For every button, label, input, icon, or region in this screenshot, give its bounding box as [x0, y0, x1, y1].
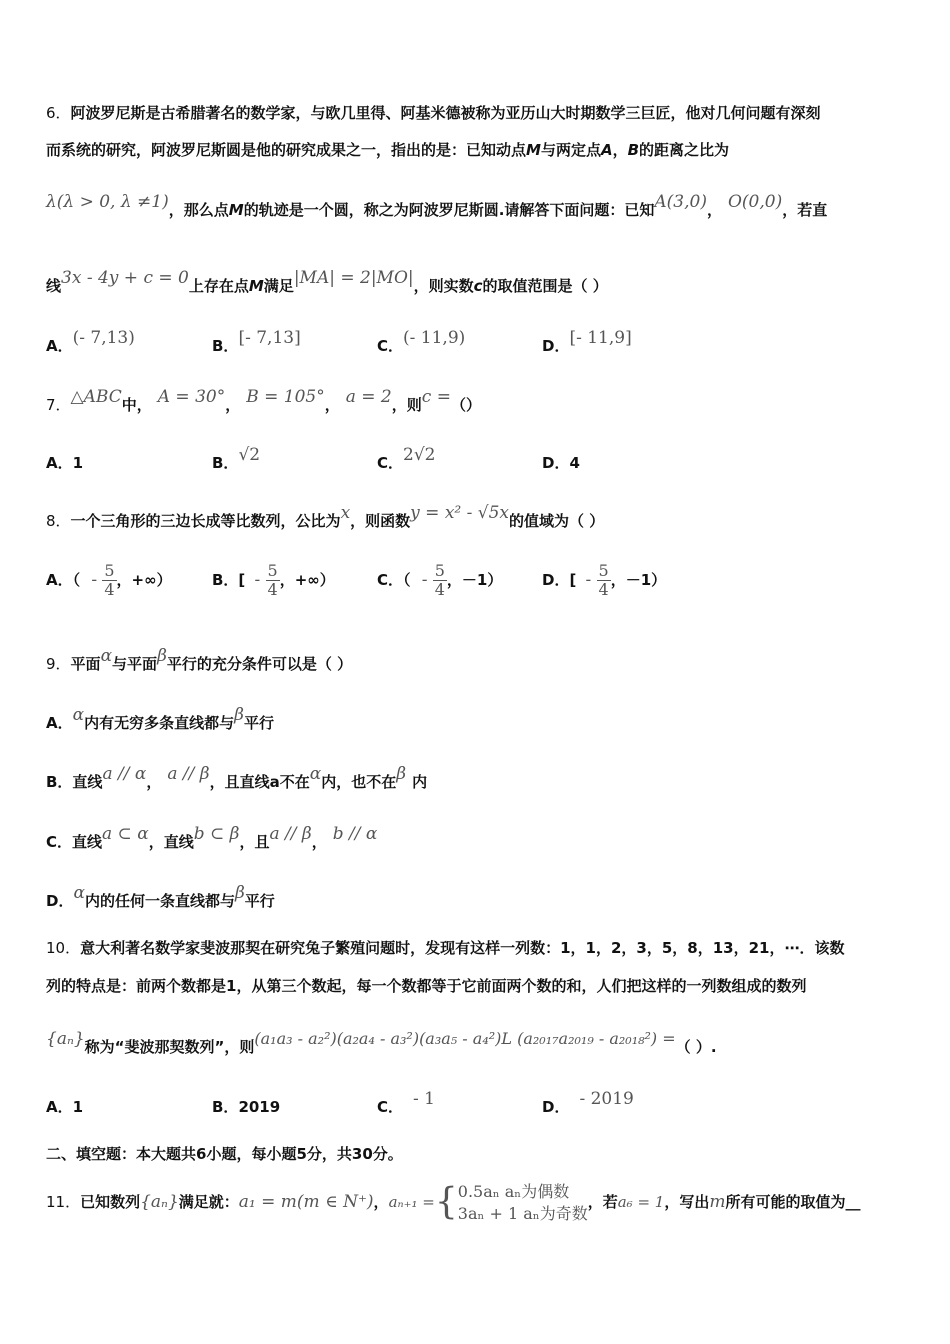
q9-option-a-text-1: 内有无穷多条直线都与 — [84, 714, 235, 732]
q7-option-d-label: D． — [542, 454, 570, 472]
q9-option-b-text-4: 内 — [412, 773, 428, 791]
q9-option-c-text-2: ，且 — [239, 833, 270, 851]
q11-sixth-term: a₆ = 1 — [617, 1193, 665, 1211]
q7-option-a-label: A． — [46, 454, 73, 472]
q7-option-a-value: 1 — [72, 454, 84, 472]
q7-angle-b: B = 105° — [246, 387, 325, 407]
q9-option-c-label: C．直线 — [46, 833, 103, 851]
q7-text-1: 中， — [121, 396, 152, 414]
q9-option-c-subset-2: b ⊂ β — [193, 824, 240, 844]
q9-option-b-text-1: ，且直线 — [209, 773, 270, 791]
q11-text-4: ，写出 — [664, 1193, 710, 1211]
q6-text-4e: 的取值范围是（ ） — [482, 277, 608, 295]
q11-left-brace-icon: { — [434, 1181, 458, 1223]
q7-angle-a: A = 30° — [157, 387, 226, 407]
q7-option-d[interactable] — [542, 453, 580, 473]
q7-side-a: a = 2 — [345, 387, 392, 407]
q6-option-a-label: A． — [46, 337, 73, 355]
q11-variable-m: m — [709, 1192, 726, 1212]
q9-option-b-parallel-2: a // β — [167, 764, 210, 784]
q6-point-o-coord: O(0,0) — [727, 192, 783, 212]
q9-text-3: 平行的充分条件可以是（ ） — [166, 655, 353, 673]
q7-option-d-value: 4 — [569, 454, 580, 472]
q9-option-c-parallel-2: b // α — [332, 824, 378, 844]
q9-option-a-label: A． — [46, 714, 73, 732]
q8-option-b-label: B．[ — [212, 571, 246, 589]
q7-answer-paren: （） — [450, 396, 481, 414]
q6-text-2b: 与两定点 — [540, 141, 601, 159]
q6-text-4b: 上存在点 — [188, 277, 249, 295]
q9-option-a-beta: β — [234, 705, 244, 725]
q7-line — [46, 387, 481, 415]
q7-option-c-value: 2√2 — [403, 445, 436, 465]
q6-option-c-value: (- 11,9) — [403, 328, 466, 348]
q6-text-4c: 满足 — [263, 277, 294, 295]
q6-lambda-condition: λ(λ > 0, λ ≠1) — [46, 192, 169, 212]
q8-option-b-tail: ，+∞） — [279, 571, 335, 589]
q9-option-b-sep: ， — [146, 773, 162, 791]
q6-option-d[interactable] — [542, 328, 632, 356]
q7-text-2: ，则 — [391, 396, 422, 414]
q6-comma: ， — [612, 141, 628, 159]
q9-option-d-beta: β — [234, 883, 245, 903]
q8-option-d-numerator: 5 — [598, 561, 609, 580]
q9-option-d-alpha: α — [73, 883, 85, 903]
q10-number: 10． — [46, 939, 81, 957]
q6-line-equation: 3x - 4y + c = 0 — [61, 268, 189, 288]
q8-option-c[interactable] — [377, 562, 502, 599]
q10-option-c-label: C． — [377, 1098, 404, 1116]
q10-option-a-value: 1 — [72, 1098, 84, 1116]
q8-text-2: ，则函数 — [350, 512, 411, 530]
q9-option-b-alpha: α — [309, 764, 322, 784]
q6-text-2c: 的距离之比为 — [639, 141, 730, 159]
q9-option-a-text-2: 平行 — [243, 714, 274, 732]
q8-option-c-tail: ，－1） — [446, 571, 503, 589]
q8-text-3: 的值域为（ ） — [509, 512, 605, 530]
q9-option-b-text-2: 不在 — [279, 773, 310, 791]
q7-option-c[interactable] — [377, 445, 436, 473]
q6-option-d-value: [- 11,9] — [569, 328, 632, 348]
q9-number: 9． — [46, 655, 71, 673]
q10-option-b[interactable] — [212, 1097, 280, 1117]
q7-option-b-label: B． — [212, 454, 239, 472]
q7-option-c-label: C． — [377, 454, 404, 472]
q6-text-2a: 而系统的研究，阿波罗尼斯圆是他的研究成果之一，指出的是：已知动点 — [46, 141, 527, 159]
q8-option-d-minus: - — [585, 570, 592, 590]
q9-option-d-label: D． — [46, 892, 74, 910]
q6-text-4a: 线 — [46, 277, 62, 295]
q6-line-3 — [46, 192, 828, 220]
q7-number: 7． — [46, 396, 71, 414]
q6-text-4d: ，则实数 — [413, 277, 474, 295]
q8-option-c-label: C．（ — [377, 571, 411, 589]
q6-variable-c: c — [473, 277, 483, 295]
q11-sep: ， — [373, 1193, 389, 1211]
q8-option-d[interactable] — [542, 562, 666, 599]
q8-option-d-label: D．[ — [542, 571, 577, 589]
q9-option-b-label: B．直线 — [46, 773, 103, 791]
q7-sep-1: ， — [225, 396, 241, 414]
q8-option-d-tail: ，－1） — [610, 571, 667, 589]
q10-sequence: {aₙ} — [46, 1029, 85, 1049]
q8-option-b-numerator: 5 — [267, 561, 278, 580]
q11-case-even: 0.5aₙ aₙ为偶数 — [457, 1181, 570, 1201]
q8-option-a-fraction — [102, 562, 116, 599]
q10-option-d[interactable] — [542, 1089, 634, 1117]
q9-option-d[interactable] — [46, 883, 275, 911]
q10-option-a-label: A． — [46, 1098, 73, 1116]
q8-option-d-fraction — [597, 562, 611, 599]
q6-option-b[interactable] — [212, 328, 301, 356]
q6-number: 6． — [46, 104, 71, 122]
q9-option-b[interactable] — [46, 764, 428, 792]
q8-option-b-denominator: 4 — [267, 580, 278, 599]
section-title-fill-in: 二、填空题：本大题共6小题，每小题5分，共30分。 — [46, 1145, 403, 1163]
q7-side-c: c = — [421, 387, 451, 407]
q10-option-a[interactable] — [46, 1097, 83, 1117]
q8-option-a-denominator: 4 — [104, 580, 115, 599]
q10-option-c[interactable] — [377, 1089, 435, 1117]
q8-line — [46, 503, 605, 531]
q11-line — [46, 1178, 861, 1227]
q9-option-c-text-1: ，直线 — [148, 833, 194, 851]
q9-alpha: α — [100, 646, 113, 666]
q9-option-c[interactable] — [46, 824, 378, 852]
q11-text-1: 已知数列 — [80, 1193, 141, 1211]
q11-sequence: {aₙ} — [140, 1192, 179, 1212]
q8-number: 8． — [46, 512, 71, 530]
q9-option-c-parallel-1: a // β — [269, 824, 312, 844]
q6-text-3b: 的轨迹是一个圆，称之为阿波罗尼斯圆.请解答下面问题：已知 — [243, 201, 655, 219]
q8-option-b-minus: - — [254, 570, 261, 590]
q6-text-3c: ，若直 — [782, 201, 828, 219]
q9-option-b-line-a: a — [269, 773, 280, 791]
q11-text-2: 满足就： — [178, 1193, 239, 1211]
q9-text-2: 与平面 — [112, 655, 158, 673]
q10-answer-paren: （ ）. — [675, 1038, 717, 1056]
q6-point-m-2: M — [228, 201, 244, 219]
q7-sep-2: ， — [324, 396, 340, 414]
q6-option-c[interactable] — [377, 328, 466, 356]
q8-option-a-tail: ，+∞） — [116, 571, 172, 589]
q9-option-a[interactable] — [46, 705, 274, 733]
q8-option-d-denominator: 4 — [598, 580, 609, 599]
q6-option-d-label: D． — [542, 337, 570, 355]
q8-option-c-fraction — [433, 562, 447, 599]
q8-option-c-minus: - — [421, 570, 428, 590]
q8-option-a-numerator: 5 — [104, 561, 115, 580]
q8-function: y = x² - √5x — [410, 503, 510, 523]
q9-line — [46, 646, 353, 674]
q6-text-1: 阿波罗尼斯是古希腊著名的数学家，与欧几里得、阿基米德被称为亚历山大时期数学三巨匠，他对几何问题有深刻 — [70, 104, 821, 122]
q7-triangle: △ABC — [70, 387, 122, 407]
q6-line-1 — [46, 103, 821, 123]
q6-point-b: B — [627, 141, 640, 159]
q6-point-a: A — [600, 141, 613, 159]
q6-comma-2: ， — [706, 201, 722, 219]
q8-option-b-fraction — [266, 562, 280, 599]
q8-variable-x: x — [340, 503, 351, 523]
q6-option-a[interactable] — [46, 328, 135, 356]
q10-text-3: 称为“斐波那契数列”，则 — [84, 1038, 255, 1056]
q10-text-2: 列的特点是：前两个数都是1，从第三个数起，每一个数都等于它前面两个数的和，人们把这样的一列数组成的数列 — [46, 977, 807, 995]
q9-option-b-text-3: 内，也不在 — [321, 773, 397, 791]
q8-option-c-numerator: 5 — [434, 561, 445, 580]
q9-option-d-text-2: 平行 — [244, 892, 275, 910]
q10-option-d-label: D． — [542, 1098, 570, 1116]
q11-number: 11． — [46, 1193, 81, 1211]
q11-case-odd: 3aₙ + 1 aₙ为奇数 — [457, 1203, 588, 1223]
q8-option-c-denominator: 4 — [434, 580, 445, 599]
q9-option-c-sep: ， — [311, 833, 327, 851]
q10-option-b-value: 2019 — [238, 1098, 281, 1116]
q9-option-c-subset-1: a ⊂ α — [102, 824, 149, 844]
q9-option-b-beta: β — [396, 764, 407, 784]
q11-piecewise-cases — [458, 1181, 588, 1225]
q10-line-2 — [46, 976, 806, 996]
q6-point-a-coord: A(3,0) — [654, 192, 707, 212]
q11-text-3: ，若 — [587, 1193, 618, 1211]
q6-text-3a: ，那么点 — [168, 201, 229, 219]
q9-option-d-text-1: 内的任何一条直线都与 — [84, 892, 235, 910]
q10-option-b-label: B． — [212, 1098, 239, 1116]
q10-option-c-value: - 1 — [413, 1089, 435, 1109]
q10-line-1 — [46, 938, 844, 958]
q7-option-b-value: √2 — [238, 445, 261, 465]
q9-text-1: 平面 — [70, 655, 101, 673]
q6-option-a-value: (- 7,13) — [72, 328, 135, 348]
q8-option-a[interactable] — [46, 562, 172, 599]
q9-option-a-alpha: α — [72, 705, 85, 725]
q7-option-b[interactable] — [212, 445, 261, 473]
q6-option-c-label: C． — [377, 337, 404, 355]
q10-product-expression: (a₁a₃ - a₂²)(a₂a₄ - a₃²)(a₃a₅ - a₄²)L (a₂₀₁₇a₂₀₁₉ - a₂₀₁₈²) = — [254, 1029, 676, 1048]
q9-option-b-parallel-1: a // α — [102, 764, 147, 784]
q8-option-a-label: A．（ — [46, 571, 81, 589]
q9-beta: β — [157, 646, 167, 666]
q8-option-a-minus: - — [91, 570, 98, 590]
q6-point-m-3: M — [248, 277, 264, 295]
q11-recurrence-lhs: aₙ₊₁ = — [388, 1193, 435, 1211]
q11-text-5[interactable]: 所有可能的取值为__ — [725, 1193, 861, 1211]
q6-option-b-label: B． — [212, 337, 239, 355]
q6-point-m: M — [526, 141, 541, 159]
q10-line-3 — [46, 1029, 717, 1057]
q6-option-b-value: [- 7,13] — [238, 328, 301, 348]
q10-option-d-value: - 2019 — [579, 1089, 634, 1109]
q8-option-b[interactable] — [212, 562, 335, 599]
q6-line-4 — [46, 268, 608, 296]
q8-text-1: 一个三角形的三边长成等比数列，公比为 — [70, 512, 341, 530]
q7-option-a[interactable] — [46, 453, 83, 473]
q6-line-2 — [46, 140, 729, 160]
q10-text-1: 意大利著名数学家斐波那契在研究兔子繁殖问题时，发现有这样一列数：1，1，2，3，5，8，13，21，⋯．该数 — [80, 939, 845, 957]
q11-first-term: a₁ = m(m ∈ N⁺) — [238, 1192, 374, 1212]
q6-distance-condition: |MA| = 2|MO| — [293, 268, 414, 288]
